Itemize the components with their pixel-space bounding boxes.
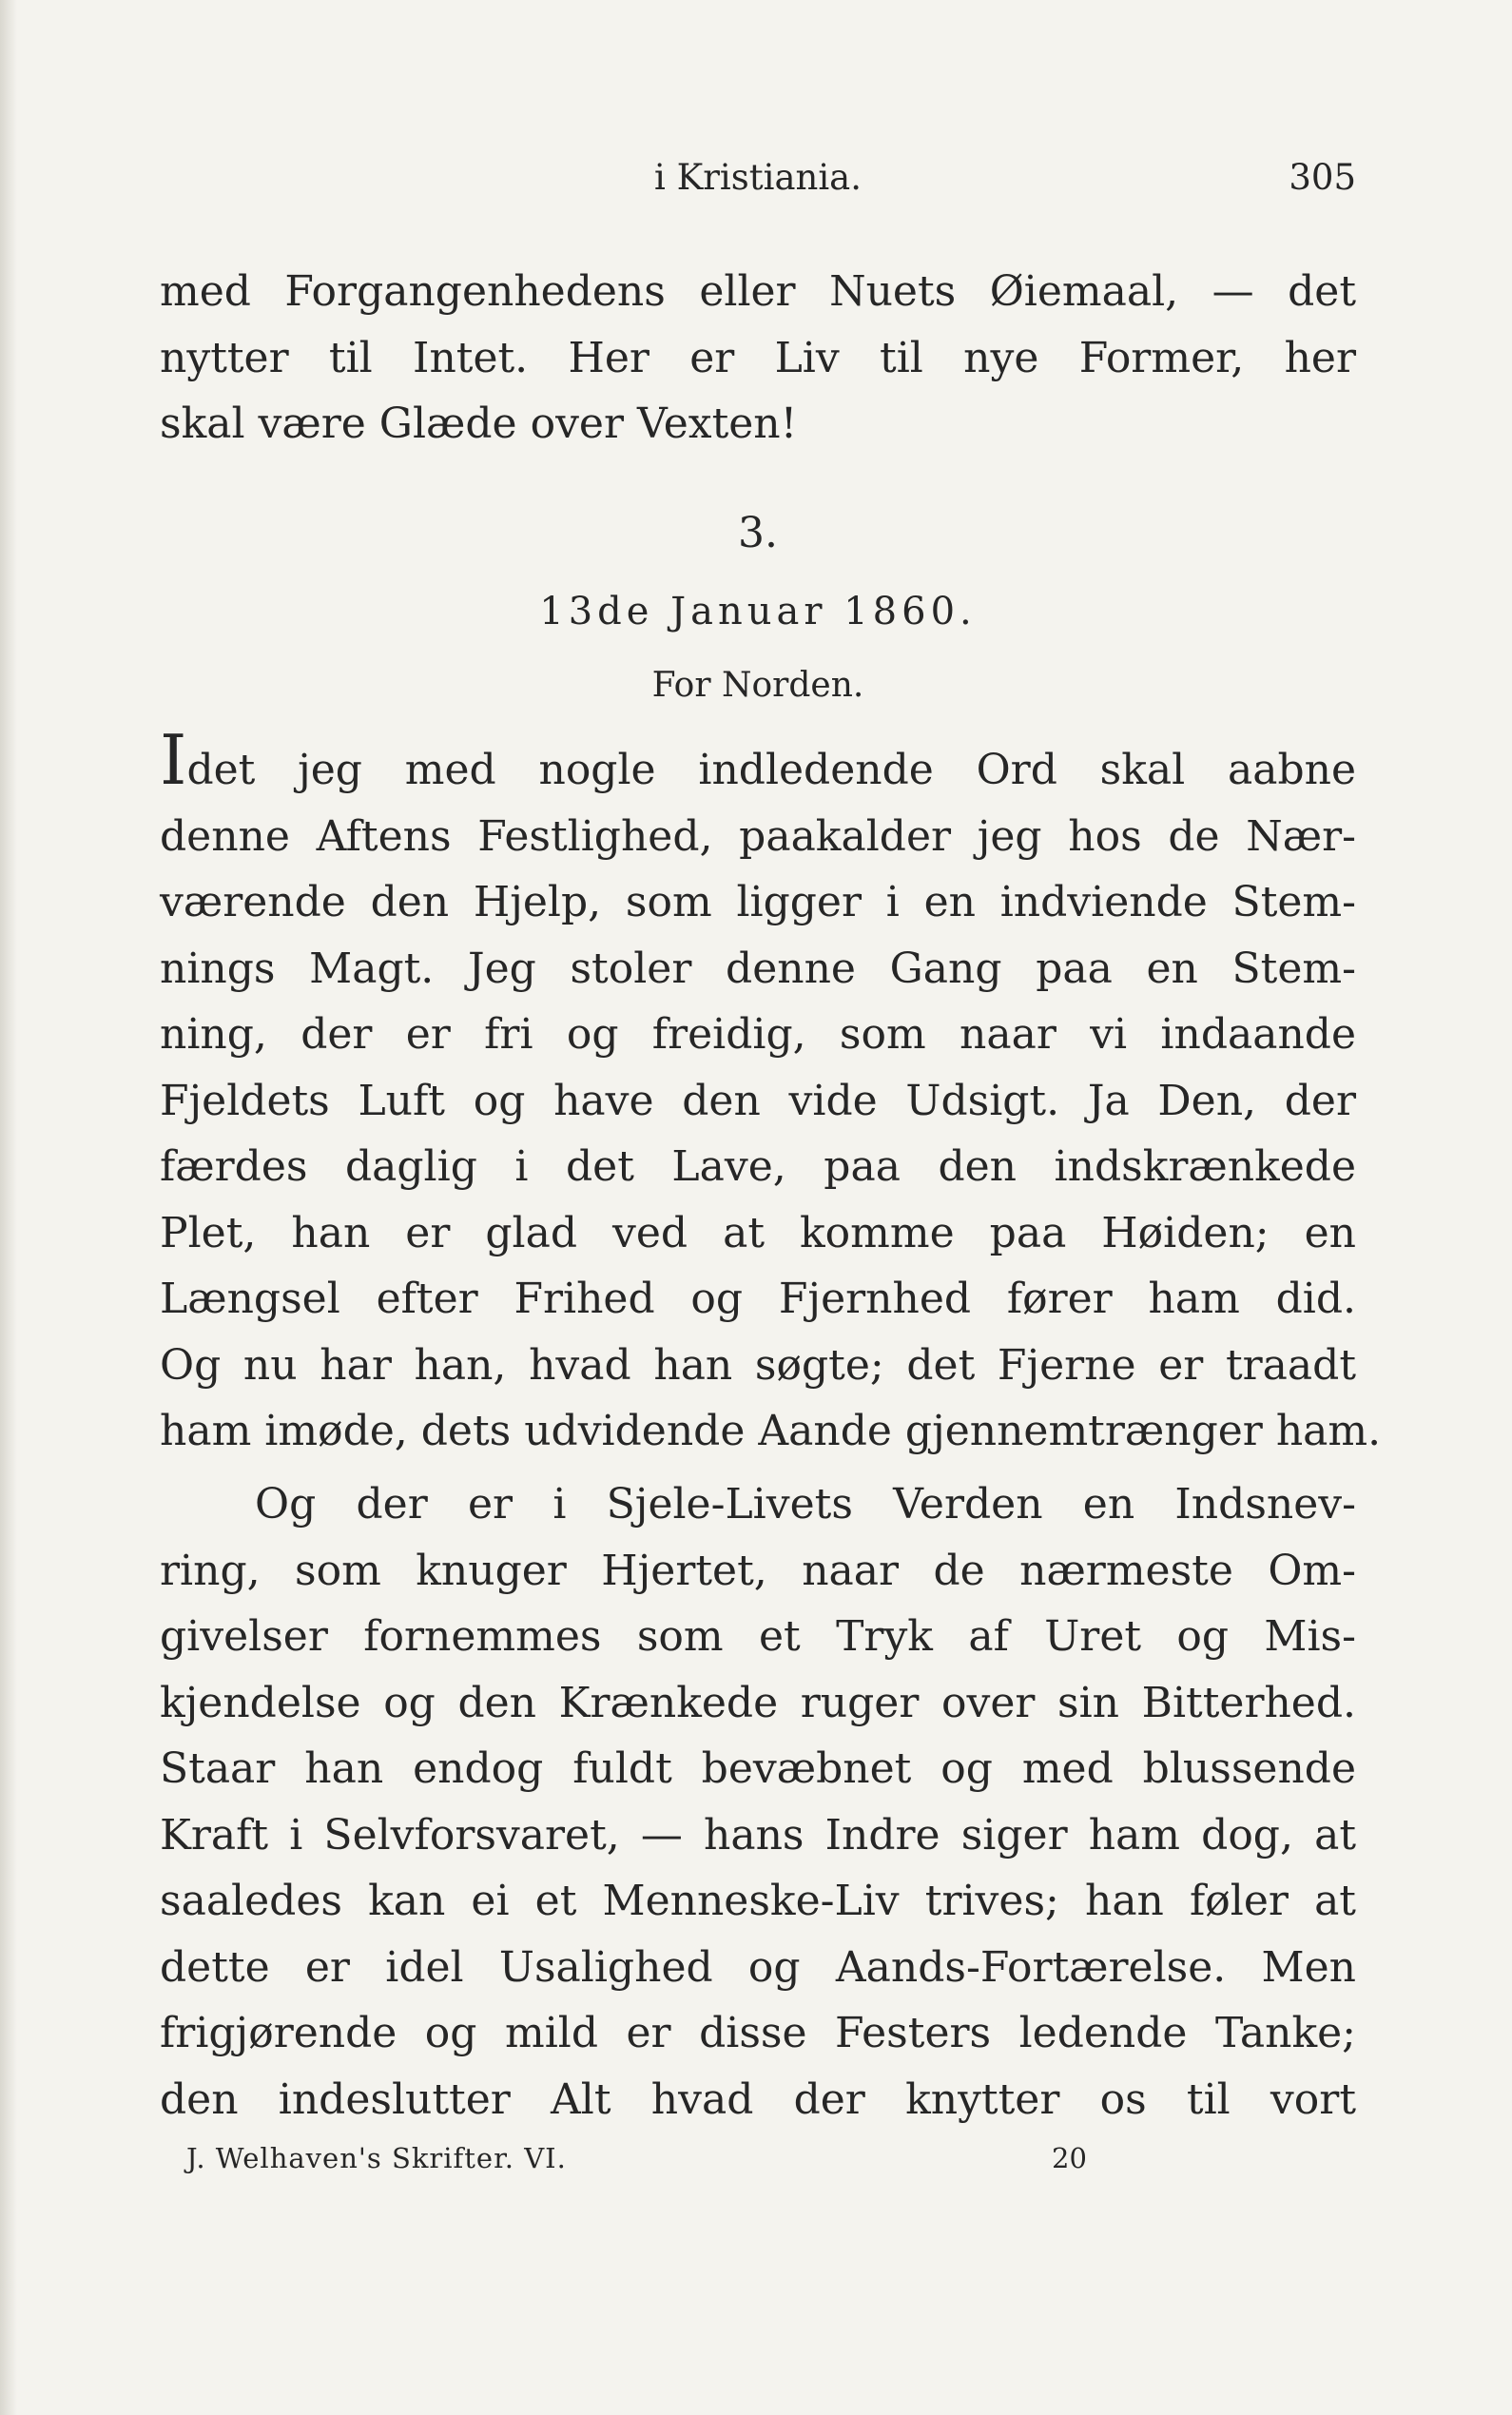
text-line: Plet, han er glad ved at komme paa Høiden; en	[160, 1208, 1356, 1257]
text-line: Fjeldets Luft og have den vide Udsigt. Ja Den, der	[160, 1076, 1356, 1125]
section-heading: For Norden.	[651, 666, 864, 705]
page-footer	[186, 2142, 1137, 2180]
text-line: kjendelse og den Krænkede ruger over sin Bitterhed.	[160, 1678, 1356, 1727]
text-line: Og der er i Sjele-Livets Verden en Indsnev-	[255, 1480, 1356, 1529]
text-line: Og nu har han, hvad han søgte; det Fjerne er traadt	[160, 1340, 1356, 1390]
paragraph-1	[160, 720, 1382, 1465]
text-line: ring, som knuger Hjertet, naar de nærmeste Om-	[160, 1546, 1356, 1595]
section-date: 13de Januar 1860.	[539, 590, 977, 633]
running-header	[160, 157, 1356, 204]
text-line: færdes daglig i det Lave, paa den indskrænkede	[160, 1142, 1356, 1191]
section-number: 3.	[738, 509, 778, 557]
drop-cap: I	[160, 720, 187, 800]
text-line: Kraft i Selvforsvaret, — hans Indre siger ham dog, at	[160, 1810, 1356, 1860]
text-line: Staar han endog fuldt bevæbnet og med blussende	[160, 1744, 1356, 1793]
text-line: nings Magt. Jeg stoler denne Gang paa en Stem-	[160, 944, 1356, 993]
text-line: den indeslutter Alt hvad der knytter os til vort	[160, 2074, 1356, 2124]
text-line: givelser fornemmes som et Tryk af Uret og Mis-	[160, 1612, 1356, 1661]
first-line-text: det jeg med nogle indledende Ord skal aabne	[186, 746, 1356, 794]
text-line: værende den Hjelp, som ligger i en indviende Stem-	[160, 878, 1356, 926]
text-line: med Forgangenhedens eller Nuets Øiemaal, — det	[160, 267, 1356, 316]
sheet-number: 20	[1052, 2142, 1087, 2174]
text-line: denne Aftens Festlighed, paakalder jeg hos de Nær-	[160, 811, 1356, 861]
text-line: skal være Glæde over Vexten!	[160, 399, 798, 448]
signature-mark: J. Welhaven's Skrifter. VI.	[186, 2142, 567, 2174]
page-edge-shadow	[0, 0, 17, 2415]
text-line: ham imøde, dets udvidende Aande gjennemtrænger ham.	[160, 1407, 1382, 1455]
intro-text	[160, 259, 1356, 458]
text-line: dette er idel Usalighed og Aands-Fortærelse. Men	[160, 1942, 1356, 1992]
first-line	[160, 720, 1356, 804]
text-line: frigjørende og mild er disse Festers ledende Tanke;	[160, 2009, 1356, 2057]
running-title: i Kristiania.	[654, 157, 862, 198]
text-line: ning, der er fri og freidig, som naar vi indaande	[160, 1010, 1356, 1059]
text-line: saaledes kan ei et Menneske-Liv trives; han føler at	[160, 1877, 1356, 1925]
paragraph-2	[160, 1471, 1356, 2133]
text-line: Længsel efter Frihed og Fjernhed fører ham did.	[160, 1275, 1356, 1323]
text-line: nytter til Intet. Her er Liv til nye Former, her	[160, 333, 1356, 382]
page-number: 305	[1289, 157, 1356, 198]
